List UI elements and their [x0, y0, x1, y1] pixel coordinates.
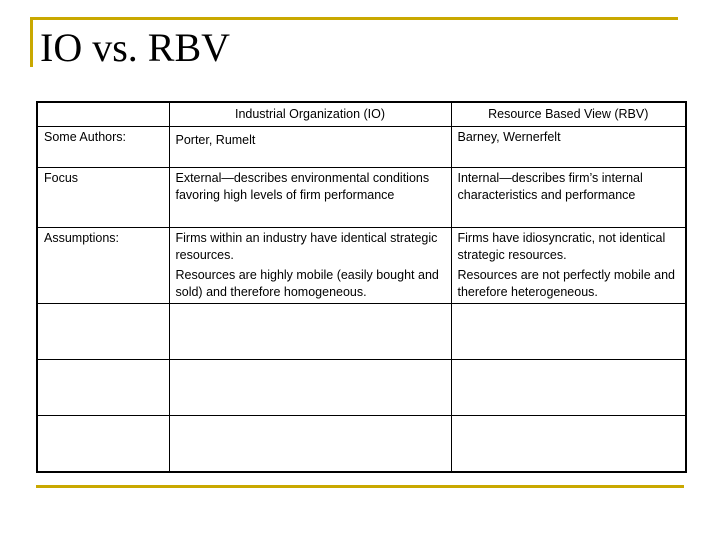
table-row-empty: [37, 304, 686, 360]
table-row-empty: [37, 416, 686, 473]
table-row: [37, 168, 686, 228]
footer-rule: [36, 485, 684, 488]
row-label: Focus: [37, 168, 169, 228]
empty-cell: [37, 360, 169, 416]
cell-text: Porter, Rumelt: [175, 133, 256, 147]
empty-cell: [451, 360, 686, 416]
empty-cell: [169, 304, 451, 360]
comparison-table: [36, 101, 687, 473]
io-cell: [169, 127, 451, 168]
cell-text: Firms within an industry have identical strategic resources.: [175, 231, 438, 262]
cell-text: External—describes environmental conditions favoring high levels of firm performance: [175, 171, 430, 202]
empty-cell: [37, 304, 169, 360]
rbv-cell: [451, 168, 686, 228]
io-cell: [169, 168, 451, 228]
table-header-row: [37, 102, 686, 127]
cell-text: Resources are not perfectly mobile and therefore heterogeneous.: [457, 268, 675, 299]
cell-text: Barney, Wernerfelt: [457, 130, 561, 144]
empty-cell: [169, 360, 451, 416]
table-row-empty: [37, 360, 686, 416]
cell-text: Firms have idiosyncratic, not identical strategic resources.: [457, 231, 666, 262]
header-cell-rbv: Resource Based View (RBV): [451, 102, 686, 127]
title-rule-top: [30, 17, 678, 20]
header-cell-io: Industrial Organization (IO): [169, 102, 451, 127]
table-row: [37, 127, 686, 168]
empty-cell: [451, 416, 686, 473]
cell-text: Resources are highly mobile (easily bought and sold) and therefore homogeneous.: [175, 268, 439, 299]
header-cell-empty: [37, 102, 169, 127]
empty-cell: [451, 304, 686, 360]
rbv-cell: [451, 127, 686, 168]
empty-cell: [169, 416, 451, 473]
cell-text: Internal—describes firm’s internal characteristics and performance: [457, 171, 643, 202]
rbv-cell: [451, 228, 686, 304]
row-label: Assumptions:: [37, 228, 169, 304]
empty-cell: [37, 416, 169, 473]
table-row: [37, 228, 686, 304]
io-cell: [169, 228, 451, 304]
slide-title: IO vs. RBV: [40, 25, 231, 70]
row-label: Some Authors:: [37, 127, 169, 168]
title-rule-left: [30, 17, 33, 67]
